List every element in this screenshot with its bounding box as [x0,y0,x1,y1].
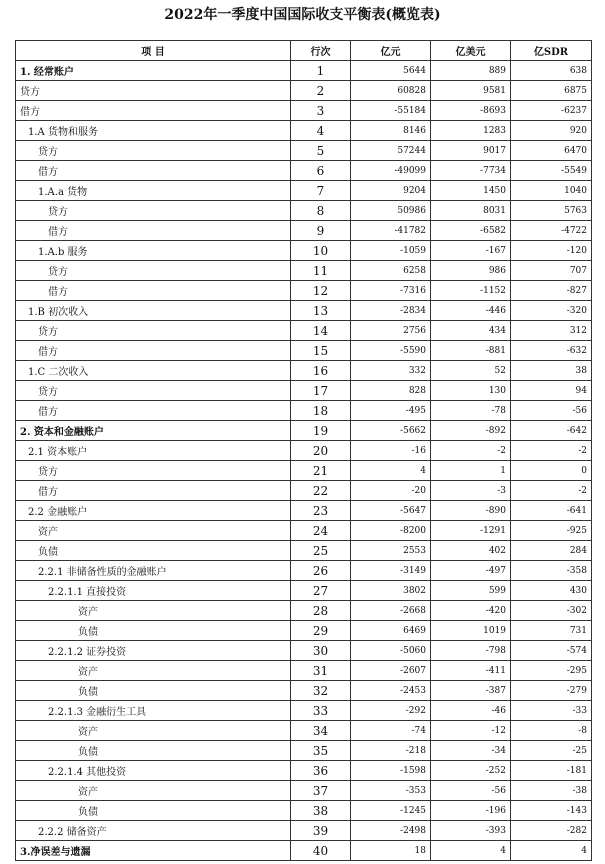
row-value-usd: -393 [431,821,511,841]
row-value-usd: -167 [431,241,511,261]
row-line-number: 29 [291,621,351,641]
row-line-number: 32 [291,681,351,701]
row-item-label: 贷方 [16,201,291,221]
row-value-cny: -16 [351,441,431,461]
row-item-label: 1.A 货物和服务 [16,121,291,141]
row-value-usd: -34 [431,741,511,761]
row-value-sdr: 6875 [511,81,592,101]
row-value-usd: 889 [431,61,511,81]
row-line-number: 16 [291,361,351,381]
row-value-usd: -798 [431,641,511,661]
row-value-cny: -1598 [351,761,431,781]
row-item-label: 贷方 [16,81,291,101]
row-value-cny: 57244 [351,141,431,161]
row-value-sdr: 312 [511,321,592,341]
row-value-usd: 130 [431,381,511,401]
table-row [16,341,592,361]
row-value-sdr: -320 [511,301,592,321]
row-item-label: 资产 [16,721,291,741]
row-value-sdr: -181 [511,761,592,781]
table-row [16,381,592,401]
row-line-number: 22 [291,481,351,501]
row-line-number: 6 [291,161,351,181]
row-value-sdr: 1040 [511,181,592,201]
row-value-usd: -446 [431,301,511,321]
row-item-label: 借方 [16,481,291,501]
row-value-cny: -353 [351,781,431,801]
row-value-sdr: -827 [511,281,592,301]
row-item-label: 资产 [16,661,291,681]
row-item-label: 借方 [16,281,291,301]
row-line-number: 1 [291,61,351,81]
row-item-label: 贷方 [16,381,291,401]
row-value-cny: -8200 [351,521,431,541]
row-value-sdr: -38 [511,781,592,801]
row-value-usd: 52 [431,361,511,381]
row-line-number: 37 [291,781,351,801]
table-row [16,701,592,721]
row-line-number: 13 [291,301,351,321]
row-value-sdr: 638 [511,61,592,81]
row-value-cny: 8146 [351,121,431,141]
table-row [16,481,592,501]
row-value-sdr: -295 [511,661,592,681]
row-value-cny: 3802 [351,581,431,601]
row-value-cny: -2834 [351,301,431,321]
table-row [16,801,592,821]
table-row [16,741,592,761]
table-row [16,761,592,781]
row-value-cny: 2553 [351,541,431,561]
row-item-label: 2.2.2 储备资产 [16,821,291,841]
row-value-usd: 1 [431,461,511,481]
row-value-sdr: -143 [511,801,592,821]
row-value-sdr: -2 [511,481,592,501]
row-value-sdr: 0 [511,461,592,481]
row-value-sdr: -632 [511,341,592,361]
row-value-cny: 9204 [351,181,431,201]
row-value-cny: 60828 [351,81,431,101]
row-line-number: 7 [291,181,351,201]
row-item-label: 借方 [16,221,291,241]
row-value-cny: 828 [351,381,431,401]
table-row [16,681,592,701]
table-row [16,161,592,181]
row-value-sdr: -2 [511,441,592,461]
row-value-sdr: -282 [511,821,592,841]
header-line: 行次 [291,41,351,61]
row-item-label: 2.2.1.2 证券投资 [16,641,291,661]
row-value-usd: 4 [431,841,511,861]
row-value-sdr: 284 [511,541,592,561]
header-cny: 亿元 [351,41,431,61]
row-line-number: 31 [291,661,351,681]
row-value-sdr: -302 [511,601,592,621]
row-line-number: 28 [291,601,351,621]
row-value-cny: -2453 [351,681,431,701]
table-row [16,221,592,241]
table-row [16,441,592,461]
row-value-sdr: 38 [511,361,592,381]
row-item-label: 2. 资本和金融账户 [16,421,291,441]
row-value-sdr: -279 [511,681,592,701]
row-item-label: 2.2.1.3 金融衍生工具 [16,701,291,721]
row-line-number: 27 [291,581,351,601]
row-line-number: 5 [291,141,351,161]
table-row [16,401,592,421]
row-value-sdr: -120 [511,241,592,261]
row-value-usd: -6582 [431,221,511,241]
table-row [16,501,592,521]
row-line-number: 38 [291,801,351,821]
table-row [16,821,592,841]
table-row [16,281,592,301]
row-value-cny: -5590 [351,341,431,361]
row-value-sdr: 920 [511,121,592,141]
row-item-label: 资产 [16,781,291,801]
row-line-number: 15 [291,341,351,361]
row-item-label: 1. 经常账户 [16,61,291,81]
row-item-label: 借方 [16,401,291,421]
row-item-label: 2.2.1 非储备性质的金融账户 [16,561,291,581]
row-value-usd: -890 [431,501,511,521]
table-row [16,581,592,601]
table-row [16,661,592,681]
row-value-sdr: -641 [511,501,592,521]
row-value-sdr: -358 [511,561,592,581]
table-body [16,61,592,861]
row-value-usd: -252 [431,761,511,781]
row-value-usd: 986 [431,261,511,281]
header-sdr: 亿SDR [511,41,592,61]
row-value-cny: -1059 [351,241,431,261]
row-value-sdr: -4722 [511,221,592,241]
row-value-usd: 402 [431,541,511,561]
row-value-usd: -420 [431,601,511,621]
row-value-usd: -56 [431,781,511,801]
row-value-cny: -292 [351,701,431,721]
row-item-label: 2.2 金融账户 [16,501,291,521]
row-value-sdr: 94 [511,381,592,401]
row-value-sdr: -6237 [511,101,592,121]
row-value-cny: -2607 [351,661,431,681]
table-row [16,301,592,321]
table-row [16,601,592,621]
row-item-label: 2.1 资本账户 [16,441,291,461]
row-item-label: 资产 [16,601,291,621]
row-value-usd: -196 [431,801,511,821]
row-value-usd: -46 [431,701,511,721]
row-value-sdr: 731 [511,621,592,641]
row-line-number: 2 [291,81,351,101]
row-line-number: 17 [291,381,351,401]
row-item-label: 2.2.1.1 直接投资 [16,581,291,601]
row-item-label: 负债 [16,541,291,561]
row-value-usd: 9017 [431,141,511,161]
table-row [16,361,592,381]
row-item-label: 负债 [16,621,291,641]
row-value-sdr: 6470 [511,141,592,161]
row-value-sdr: -642 [511,421,592,441]
row-value-usd: -1152 [431,281,511,301]
row-line-number: 10 [291,241,351,261]
row-item-label: 1.A.a 货物 [16,181,291,201]
row-line-number: 18 [291,401,351,421]
row-value-sdr: -56 [511,401,592,421]
row-value-usd: -881 [431,341,511,361]
row-value-usd: -7734 [431,161,511,181]
row-value-cny: 2756 [351,321,431,341]
row-value-cny: -2668 [351,601,431,621]
row-value-sdr: -8 [511,721,592,741]
row-value-usd: 8031 [431,201,511,221]
page-title: 2022年一季度中国国际收支平衡表(概览表) [164,7,441,23]
row-line-number: 34 [291,721,351,741]
row-value-sdr: 707 [511,261,592,281]
row-item-label: 1.C 二次收入 [16,361,291,381]
row-value-usd: -411 [431,661,511,681]
row-value-usd: -892 [431,421,511,441]
header-usd: 亿美元 [431,41,511,61]
row-line-number: 30 [291,641,351,661]
row-value-cny: 18 [351,841,431,861]
row-value-cny: -5060 [351,641,431,661]
row-line-number: 4 [291,121,351,141]
row-value-cny: -3149 [351,561,431,581]
row-line-number: 25 [291,541,351,561]
row-item-label: 资产 [16,521,291,541]
row-value-cny: -5647 [351,501,431,521]
bop-table [15,40,592,861]
row-line-number: 3 [291,101,351,121]
row-value-cny: -49099 [351,161,431,181]
row-value-usd: -78 [431,401,511,421]
row-line-number: 8 [291,201,351,221]
row-item-label: 贷方 [16,461,291,481]
row-value-usd: 434 [431,321,511,341]
row-line-number: 33 [291,701,351,721]
row-value-usd: 599 [431,581,511,601]
row-line-number: 11 [291,261,351,281]
row-value-usd: 9581 [431,81,511,101]
row-item-label: 负债 [16,681,291,701]
table-row [16,121,592,141]
row-line-number: 26 [291,561,351,581]
row-line-number: 39 [291,821,351,841]
table-row [16,181,592,201]
row-item-label: 借方 [16,101,291,121]
table-row [16,241,592,261]
row-line-number: 35 [291,741,351,761]
row-value-cny: -1245 [351,801,431,821]
row-line-number: 40 [291,841,351,861]
header-row [16,41,592,61]
row-value-cny: -41782 [351,221,431,241]
row-item-label: 1.A.b 服务 [16,241,291,261]
table-row [16,261,592,281]
table-row [16,101,592,121]
row-value-usd: -3 [431,481,511,501]
row-value-usd: -2 [431,441,511,461]
row-value-sdr: 5763 [511,201,592,221]
row-value-sdr: -25 [511,741,592,761]
row-line-number: 14 [291,321,351,341]
row-item-label: 借方 [16,161,291,181]
table-row [16,461,592,481]
row-value-cny: -5662 [351,421,431,441]
row-value-sdr: -574 [511,641,592,661]
row-item-label: 负债 [16,801,291,821]
row-value-sdr: -33 [511,701,592,721]
table-row [16,61,592,81]
row-line-number: 20 [291,441,351,461]
row-value-cny: 6258 [351,261,431,281]
row-line-number: 36 [291,761,351,781]
table-row [16,521,592,541]
row-value-cny: -218 [351,741,431,761]
row-value-usd: -12 [431,721,511,741]
table-row [16,541,592,561]
table-row [16,321,592,341]
row-value-cny: -20 [351,481,431,501]
row-value-usd: 1450 [431,181,511,201]
table-row [16,781,592,801]
row-value-cny: 4 [351,461,431,481]
table-row [16,421,592,441]
row-value-cny: -74 [351,721,431,741]
row-line-number: 19 [291,421,351,441]
row-item-label: 贷方 [16,321,291,341]
row-value-usd: -497 [431,561,511,581]
row-item-label: 2.2.1.4 其他投资 [16,761,291,781]
row-value-sdr: -925 [511,521,592,541]
row-item-label: 借方 [16,341,291,361]
row-item-label: 1.B 初次收入 [16,301,291,321]
row-item-label: 3.净误差与遗漏 [16,841,291,861]
row-line-number: 24 [291,521,351,541]
row-value-cny: 6469 [351,621,431,641]
row-value-cny: 5644 [351,61,431,81]
row-value-usd: 1019 [431,621,511,641]
row-line-number: 9 [291,221,351,241]
row-value-sdr: -5549 [511,161,592,181]
table-row [16,81,592,101]
row-value-usd: -1291 [431,521,511,541]
row-value-cny: -495 [351,401,431,421]
row-value-usd: -8693 [431,101,511,121]
table-row [16,141,592,161]
row-line-number: 21 [291,461,351,481]
row-value-cny: -55184 [351,101,431,121]
table-row [16,841,592,861]
table-row [16,201,592,221]
row-value-cny: 332 [351,361,431,381]
table-row [16,721,592,741]
row-line-number: 12 [291,281,351,301]
row-item-label: 贷方 [16,261,291,281]
row-value-sdr: 4 [511,841,592,861]
header-item: 项 目 [16,41,291,61]
row-value-cny: -7316 [351,281,431,301]
table-row [16,561,592,581]
row-value-sdr: 430 [511,581,592,601]
row-value-cny: 50986 [351,201,431,221]
table-row [16,621,592,641]
table-row [16,641,592,661]
row-item-label: 贷方 [16,141,291,161]
row-value-usd: 1283 [431,121,511,141]
row-value-usd: -387 [431,681,511,701]
row-item-label: 负债 [16,741,291,761]
row-value-cny: -2498 [351,821,431,841]
row-line-number: 23 [291,501,351,521]
